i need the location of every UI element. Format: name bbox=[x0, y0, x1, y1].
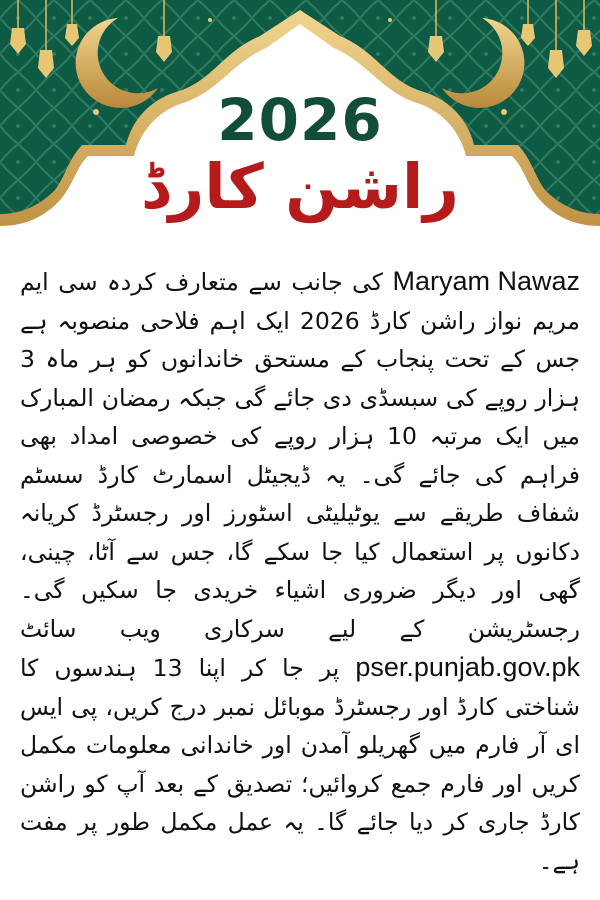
maryam-nawaz-name: Maryam Nawaz bbox=[392, 266, 580, 296]
article-segment-2: نواز راشن کارڈ 2026 ایک اہم فلاحی منصوبہ ہے جس کے تحت پنجاب کے مستحق خاندانوں کو ہر ماہ 3 ہزار روپے کی سبسڈی دی جائے گی جبکہ رمضان المبارک میں ایک مرتبہ 10 ہزار روپے کی خصوصی امداد بھی فراہم کی جائے گی۔ یہ ڈیجیٹل اسمارٹ کارڈ سسٹم شفاف طریقے سے یوٹیلیٹی اسٹورز اور رجسٹرڈ کریانہ دکانوں پر استعمال کیا جا سکے گا، جس سے آٹا، چینی، گھی اور دیگر ضروری اشیاء خریدی جا سکیں گی۔ رجسٹریشن کے لیے سرکاری ویب سائٹ bbox=[20, 306, 580, 643]
article-segment-3: پر جا کر اپنا 13 ہندسوں کا شناختی کارڈ اور رجسٹرڈ موبائل نمبر درج کریں، پی ایس ای آر فارم میں گھریلو آمدن اور خاندانی معلومات مکمل کریں اور فارم جمع کروائیں؛ تصدیق کے بعد آپ کو راشن کارڈ جاری کر دیا جائے گا۔ یہ عمل مکمل طور پر مفت ہے۔ bbox=[20, 654, 580, 875]
article-body bbox=[20, 262, 580, 880]
article-segment-1: کی جانب سے متعارف کردہ سی ایم مریم bbox=[20, 268, 580, 335]
ration-card-title: راشن کارڈ bbox=[141, 150, 459, 223]
article-paragraph bbox=[20, 262, 580, 880]
year-heading: 2026 bbox=[217, 86, 383, 154]
registration-website-url: pser.punjab.gov.pk bbox=[355, 652, 580, 682]
